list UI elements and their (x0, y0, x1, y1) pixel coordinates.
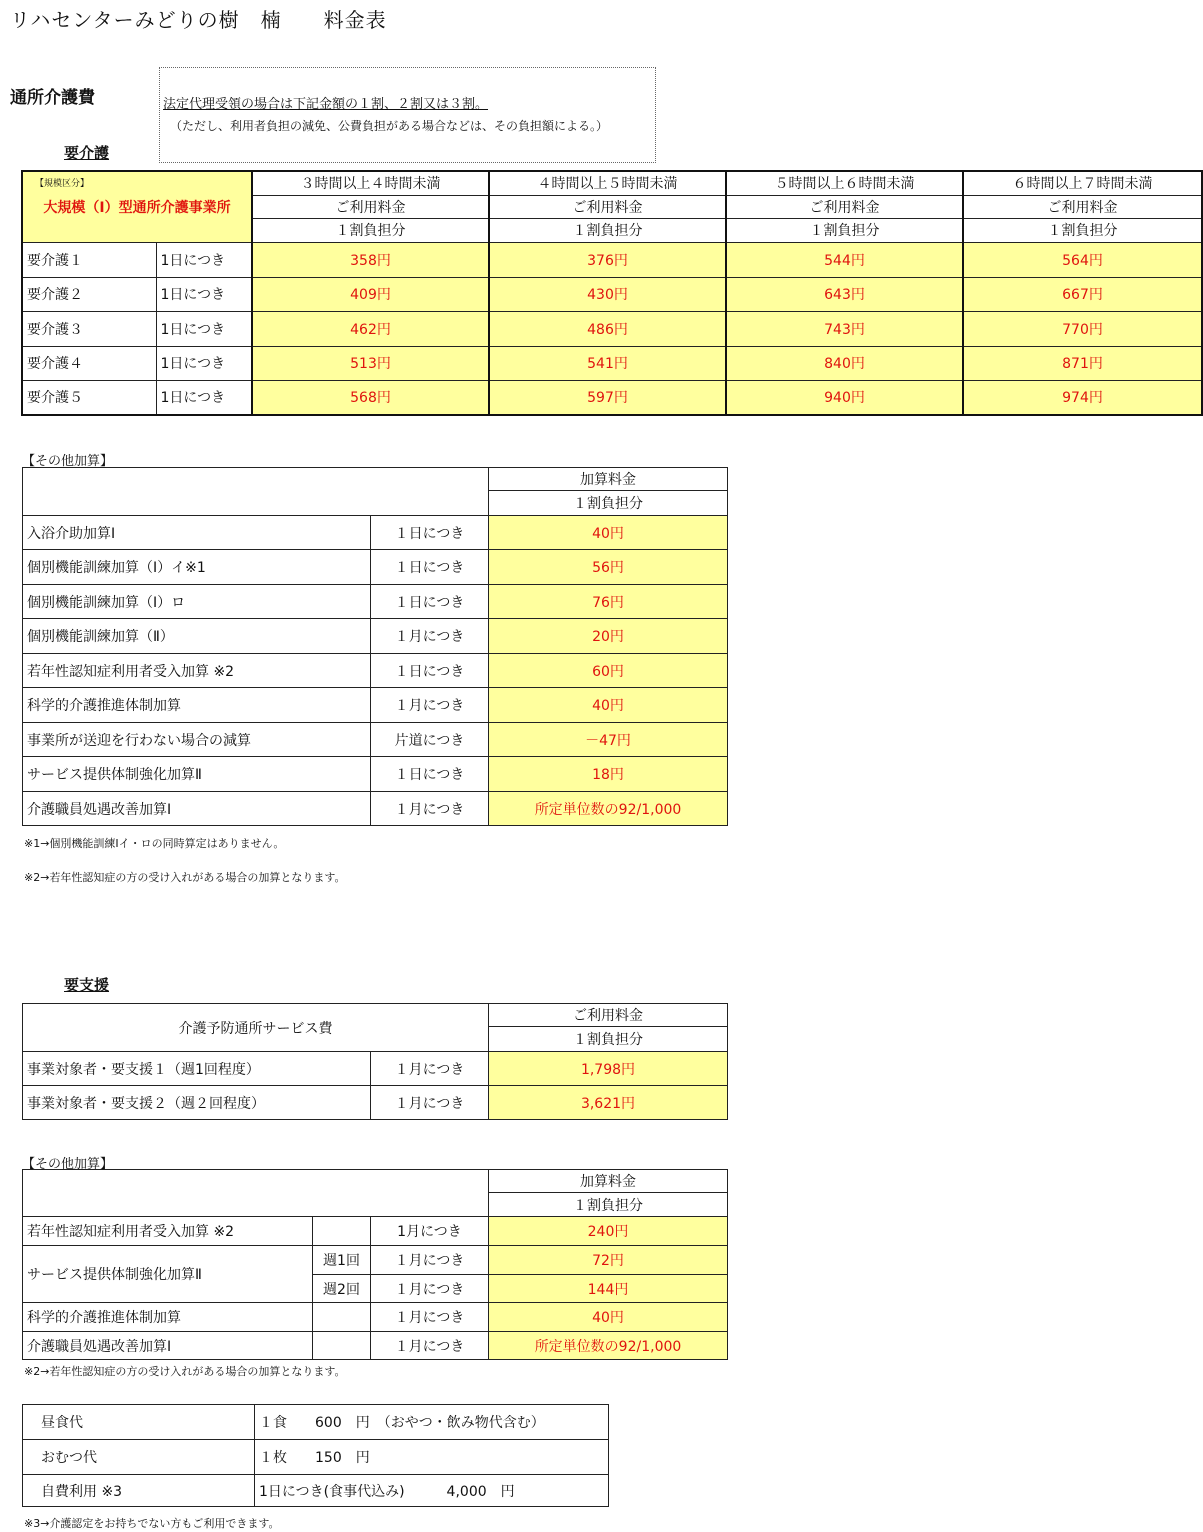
footnote-2: ※2→若年性認知症の方の受け入れがある場合の加算となります。 (24, 871, 346, 884)
extra-name: 昼食代 (23, 1405, 255, 1440)
facility-type-cell (22, 171, 252, 242)
table-row (23, 1086, 728, 1120)
unit: １日につき (371, 516, 489, 550)
burden-label: １割負担分 (963, 218, 1202, 242)
addon-name: 若年性認知症利用者受入加算 ※2 (23, 654, 371, 688)
addon-name: 入浴介助加算Ⅰ (23, 516, 371, 550)
fee-label: 加算料金 (489, 1170, 728, 1193)
table-row (23, 516, 728, 550)
unit: １月につき (371, 619, 489, 654)
care-fee-table (21, 170, 1203, 416)
price: 20円 (489, 619, 728, 654)
price: 840円 (726, 346, 963, 380)
table-row (22, 380, 1202, 415)
price: 40円 (489, 1303, 728, 1332)
notice-line-2: （ただし、利用者負担の減免、公費負担がある場合などは、その負担額による。） (170, 119, 609, 133)
addon-name: 若年性認知症利用者受入加算 ※2 (23, 1217, 313, 1246)
price: 462円 (252, 311, 489, 346)
table-row (23, 723, 728, 757)
table-row (23, 1303, 728, 1332)
unit: １日につき (371, 585, 489, 619)
column-header: ５時間以上６時間未満 (726, 171, 963, 195)
burden-label: １割負担分 (489, 218, 726, 242)
price: 743円 (726, 311, 963, 346)
table-row (23, 757, 728, 792)
support-fee-table (22, 1003, 728, 1120)
price: 1,798円 (489, 1052, 728, 1086)
unit: １月につき (371, 1275, 489, 1303)
support-level: 事業対象者・要支援１（週1回程度） (23, 1052, 371, 1086)
table-row (23, 1475, 609, 1507)
scale-label: 【規模区分】 (35, 179, 90, 189)
addon-name: 事業所が送迎を行わない場合の減算 (23, 723, 371, 757)
price: 974円 (963, 380, 1202, 415)
table-row (23, 585, 728, 619)
fee-label: ご利用料金 (726, 195, 963, 218)
unit: １日につき (371, 757, 489, 792)
price: 597円 (489, 380, 726, 415)
addon-name: サービス提供体制強化加算Ⅱ (23, 1246, 313, 1303)
extra-detail: １食 600 円 （おやつ・飲み物代含む） (255, 1405, 609, 1440)
addon-name: 介護職員処遇改善加算Ⅰ (23, 1332, 313, 1360)
price: 240円 (489, 1217, 728, 1246)
care-level: 要介護１ (22, 242, 156, 277)
facility-type: 大規模（Ⅰ）型通所介護事業所 (43, 200, 231, 216)
price: 18円 (489, 757, 728, 792)
price: 871円 (963, 346, 1202, 380)
price: 940円 (726, 380, 963, 415)
table-row (22, 311, 1202, 346)
unit: １日につき (371, 654, 489, 688)
care-level: 要介護３ (22, 311, 156, 346)
unit: １月につき (371, 792, 489, 826)
price: 3,621円 (489, 1086, 728, 1120)
care-addons-table (22, 467, 728, 826)
unit: １月につき (371, 1052, 489, 1086)
column-header: ６時間以上７時間未満 (963, 171, 1202, 195)
price: 144円 (489, 1275, 728, 1303)
price: 564円 (963, 242, 1202, 277)
frequency (313, 1303, 371, 1332)
burden-label: １割負担分 (726, 218, 963, 242)
care-level: 要介護４ (22, 346, 156, 380)
unit: 1日につき (156, 380, 252, 415)
table-row (23, 1246, 728, 1275)
section-title: 通所介護費 (10, 88, 95, 108)
unit: 1日につき (156, 346, 252, 380)
price: 40円 (489, 688, 728, 723)
frequency (313, 1217, 371, 1246)
unit: １月につき (371, 1332, 489, 1360)
care-heading: 要介護 (64, 144, 110, 162)
notice-line-1: 法定代理受領の場合は下記金額の１割、２割又は３割。 (163, 97, 489, 112)
unit: 1日につき (156, 242, 252, 277)
support-addons-table (22, 1169, 728, 1360)
price: 所定単位数の92/1,000 (489, 1332, 728, 1360)
header-blank (23, 1170, 489, 1217)
price: 568円 (252, 380, 489, 415)
extras-footnote: ※3→介護認定をお持ちでない方もご利用できます。 (24, 1517, 280, 1530)
price: 376円 (489, 242, 726, 277)
price: 667円 (963, 277, 1202, 311)
addon-name: 個別機能訓練加算（Ⅰ）イ※1 (23, 550, 371, 585)
addon-name: 個別機能訓練加算（Ⅰ）ロ (23, 585, 371, 619)
unit: 1日につき (156, 277, 252, 311)
price: 76円 (489, 585, 728, 619)
frequency: 週2回 (313, 1275, 371, 1303)
price: 56円 (489, 550, 728, 585)
care-level: 要介護５ (22, 380, 156, 415)
extra-detail: １枚 150 円 (255, 1440, 609, 1475)
price: 541円 (489, 346, 726, 380)
table-row (23, 1405, 609, 1440)
footnote-1: ※1→個別機能訓練Ⅰイ・ロの同時算定はありません。 (24, 837, 285, 850)
price: 513円 (252, 346, 489, 380)
unit: 1月につき (371, 1217, 489, 1246)
price: －47円 (489, 723, 728, 757)
notice-box (159, 67, 656, 163)
fee-label: 加算料金 (489, 468, 728, 491)
table-row (22, 346, 1202, 380)
burden-label: １割負担分 (252, 218, 489, 242)
price: 358円 (252, 242, 489, 277)
fee-label: ご利用料金 (489, 195, 726, 218)
price: 643円 (726, 277, 963, 311)
price: 72円 (489, 1246, 728, 1275)
support-level: 事業対象者・要支援２（週２回程度） (23, 1086, 371, 1120)
table-row (23, 1332, 728, 1360)
price: 60円 (489, 654, 728, 688)
table-row (23, 1217, 728, 1246)
page-title: リハセンターみどりの樹 楠 料金表 (10, 8, 387, 32)
extras-table (22, 1404, 609, 1507)
table-row (23, 688, 728, 723)
header-blank (23, 468, 489, 516)
burden-label: １割負担分 (489, 1027, 728, 1052)
price: 486円 (489, 311, 726, 346)
unit: １月につき (371, 688, 489, 723)
unit: １日につき (371, 550, 489, 585)
frequency (313, 1332, 371, 1360)
frequency: 週1回 (313, 1246, 371, 1275)
unit: １月につき (371, 1246, 489, 1275)
price: 430円 (489, 277, 726, 311)
addon-name: サービス提供体制強化加算Ⅱ (23, 757, 371, 792)
extra-name: おむつ代 (23, 1440, 255, 1475)
fee-label: ご利用料金 (252, 195, 489, 218)
table-row (22, 277, 1202, 311)
price: 544円 (726, 242, 963, 277)
price: 40円 (489, 516, 728, 550)
table-row (22, 242, 1202, 277)
support-heading: 要支援 (64, 976, 110, 994)
column-header: ４時間以上５時間未満 (489, 171, 726, 195)
care-level: 要介護２ (22, 277, 156, 311)
addon-name: 個別機能訓練加算（Ⅱ） (23, 619, 371, 654)
column-header: ３時間以上４時間未満 (252, 171, 489, 195)
table-row (23, 1052, 728, 1086)
addon-name: 介護職員処遇改善加算Ⅰ (23, 792, 371, 826)
addon-name: 科学的介護推進体制加算 (23, 688, 371, 723)
table-row (23, 550, 728, 585)
burden-label: １割負担分 (489, 1193, 728, 1217)
unit: １月につき (371, 1086, 489, 1120)
price: 所定単位数の92/1,000 (489, 792, 728, 826)
unit: 1日につき (156, 311, 252, 346)
service-label: 介護予防通所サービス費 (23, 1004, 489, 1052)
table-row (23, 619, 728, 654)
extra-detail: 1日につき(食事代込み) 4,000 円 (255, 1475, 609, 1507)
price: 409円 (252, 277, 489, 311)
unit: １月につき (371, 1303, 489, 1332)
unit: 片道につき (371, 723, 489, 757)
support-footnote: ※2→若年性認知症の方の受け入れがある場合の加算となります。 (24, 1365, 346, 1378)
extra-name: 自費利用 ※3 (23, 1475, 255, 1507)
table-row (23, 654, 728, 688)
fee-label: ご利用料金 (963, 195, 1202, 218)
support-addons-heading: 【その他加算】 (22, 1157, 114, 1172)
fee-label: ご利用料金 (489, 1004, 728, 1027)
table-row (23, 792, 728, 826)
price: 770円 (963, 311, 1202, 346)
care-addons-heading: 【その他加算】 (22, 454, 114, 469)
table-row (23, 1440, 609, 1475)
addon-name: 科学的介護推進体制加算 (23, 1303, 313, 1332)
burden-label: １割負担分 (489, 491, 728, 516)
